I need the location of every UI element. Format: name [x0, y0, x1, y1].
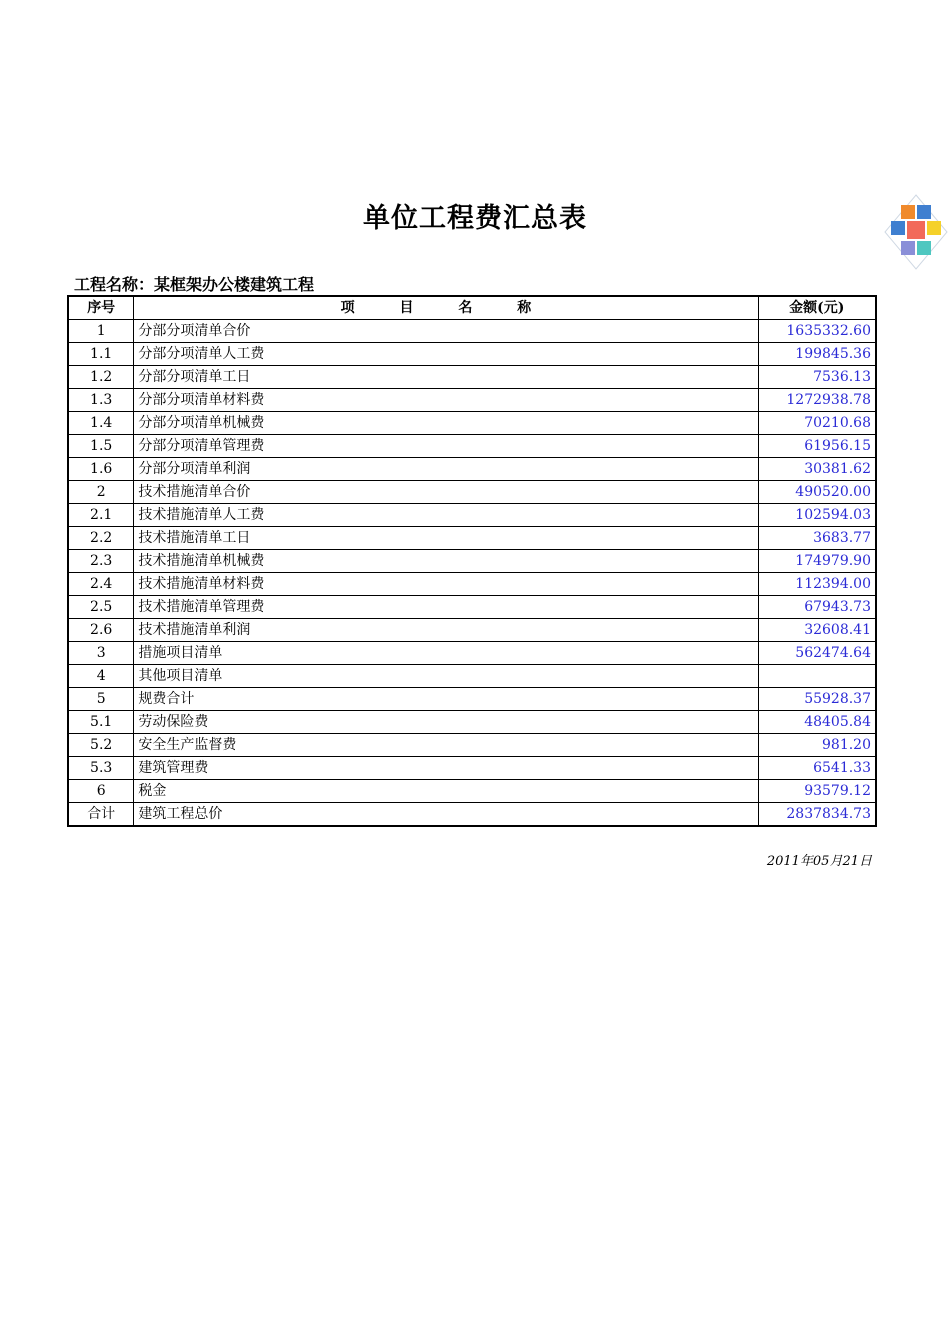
row-seq: 1.4: [68, 412, 134, 435]
row-amount: 3683.77: [758, 527, 876, 550]
row-item-name: 劳动保险费: [134, 711, 758, 734]
table-row: [68, 803, 876, 827]
row-amount: 6541.33: [758, 757, 876, 780]
row-seq: 1.6: [68, 458, 134, 481]
row-amount: 562474.64: [758, 642, 876, 665]
row-item-name: 分部分项清单机械费: [134, 412, 758, 435]
row-seq: 2: [68, 481, 134, 504]
row-amount: 199845.36: [758, 343, 876, 366]
row-seq: 2.6: [68, 619, 134, 642]
table-row: [68, 596, 876, 619]
colored-diamond-logo-icon: [883, 193, 949, 271]
row-amount: 102594.03: [758, 504, 876, 527]
row-item-name: 技术措施清单合价: [134, 481, 758, 504]
row-amount: 48405.84: [758, 711, 876, 734]
cost-summary-table: [67, 295, 877, 827]
row-seq: 2.4: [68, 573, 134, 596]
row-item-name: 安全生产监督费: [134, 734, 758, 757]
row-item-name: 其他项目清单: [134, 665, 758, 688]
table-row: [68, 412, 876, 435]
row-seq: 5.1: [68, 711, 134, 734]
row-item-name: 技术措施清单工日: [134, 527, 758, 550]
row-amount: 32608.41: [758, 619, 876, 642]
table-row: [68, 688, 876, 711]
row-item-name: 建筑工程总价: [134, 803, 758, 827]
table-row: [68, 389, 876, 412]
table-row: [68, 757, 876, 780]
row-seq: 5.2: [68, 734, 134, 757]
row-amount: 174979.90: [758, 550, 876, 573]
row-item-name: 分部分项清单管理费: [134, 435, 758, 458]
table-header-row: [68, 296, 876, 320]
row-seq: 合计: [68, 803, 134, 827]
project-name-label: 工程名称：某框架办公楼建筑工程: [74, 275, 315, 294]
row-amount: 93579.12: [758, 780, 876, 803]
report-date: 2011年05月21日: [766, 854, 872, 869]
table-row: [68, 550, 876, 573]
table-row: [68, 573, 876, 596]
table-row: [68, 642, 876, 665]
row-seq: 6: [68, 780, 134, 803]
row-item-name: 税金: [134, 780, 758, 803]
header-amount: 金额(元): [758, 296, 876, 320]
row-amount: 2837834.73: [758, 803, 876, 827]
row-seq: 4: [68, 665, 134, 688]
table-row: [68, 527, 876, 550]
row-amount: 981.20: [758, 734, 876, 757]
row-seq: 2.2: [68, 527, 134, 550]
row-seq: 2.3: [68, 550, 134, 573]
row-item-name: 技术措施清单利润: [134, 619, 758, 642]
row-item-name: 分部分项清单材料费: [134, 389, 758, 412]
row-amount: 1272938.78: [758, 389, 876, 412]
header-item-name: 项 目 名 称: [134, 296, 758, 320]
row-amount: [758, 665, 876, 688]
row-amount: 61956.15: [758, 435, 876, 458]
row-seq: 2.5: [68, 596, 134, 619]
row-seq: 5: [68, 688, 134, 711]
table-row: [68, 435, 876, 458]
row-amount: 30381.62: [758, 458, 876, 481]
table-row: [68, 481, 876, 504]
row-amount: 70210.68: [758, 412, 876, 435]
row-seq: 1.3: [68, 389, 134, 412]
row-item-name: 技术措施清单人工费: [134, 504, 758, 527]
row-amount: 67943.73: [758, 596, 876, 619]
row-item-name: 规费合计: [134, 688, 758, 711]
row-seq: 1: [68, 320, 134, 343]
row-seq: 2.1: [68, 504, 134, 527]
row-item-name: 技术措施清单材料费: [134, 573, 758, 596]
row-item-name: 技术措施清单管理费: [134, 596, 758, 619]
table-row: [68, 320, 876, 343]
row-item-name: 措施项目清单: [134, 642, 758, 665]
row-item-name: 分部分项清单人工费: [134, 343, 758, 366]
row-seq: 5.3: [68, 757, 134, 780]
table-row: [68, 366, 876, 389]
row-amount: 490520.00: [758, 481, 876, 504]
row-amount: 7536.13: [758, 366, 876, 389]
table-row: [68, 734, 876, 757]
table-row: [68, 504, 876, 527]
row-amount: 112394.00: [758, 573, 876, 596]
row-amount: 55928.37: [758, 688, 876, 711]
row-item-name: 分部分项清单工日: [134, 366, 758, 389]
table-row: [68, 780, 876, 803]
table-row: [68, 665, 876, 688]
table-row: [68, 458, 876, 481]
row-seq: 1.5: [68, 435, 134, 458]
row-item-name: 分部分项清单合价: [134, 320, 758, 343]
table-row: [68, 711, 876, 734]
page-title: 单位工程费汇总表: [363, 203, 587, 234]
row-item-name: 技术措施清单机械费: [134, 550, 758, 573]
row-amount: 1635332.60: [758, 320, 876, 343]
table-row: [68, 619, 876, 642]
row-item-name: 分部分项清单利润: [134, 458, 758, 481]
table-row: [68, 343, 876, 366]
header-seq: 序号: [68, 296, 134, 320]
row-seq: 1.1: [68, 343, 134, 366]
row-seq: 1.2: [68, 366, 134, 389]
row-item-name: 建筑管理费: [134, 757, 758, 780]
row-seq: 3: [68, 642, 134, 665]
